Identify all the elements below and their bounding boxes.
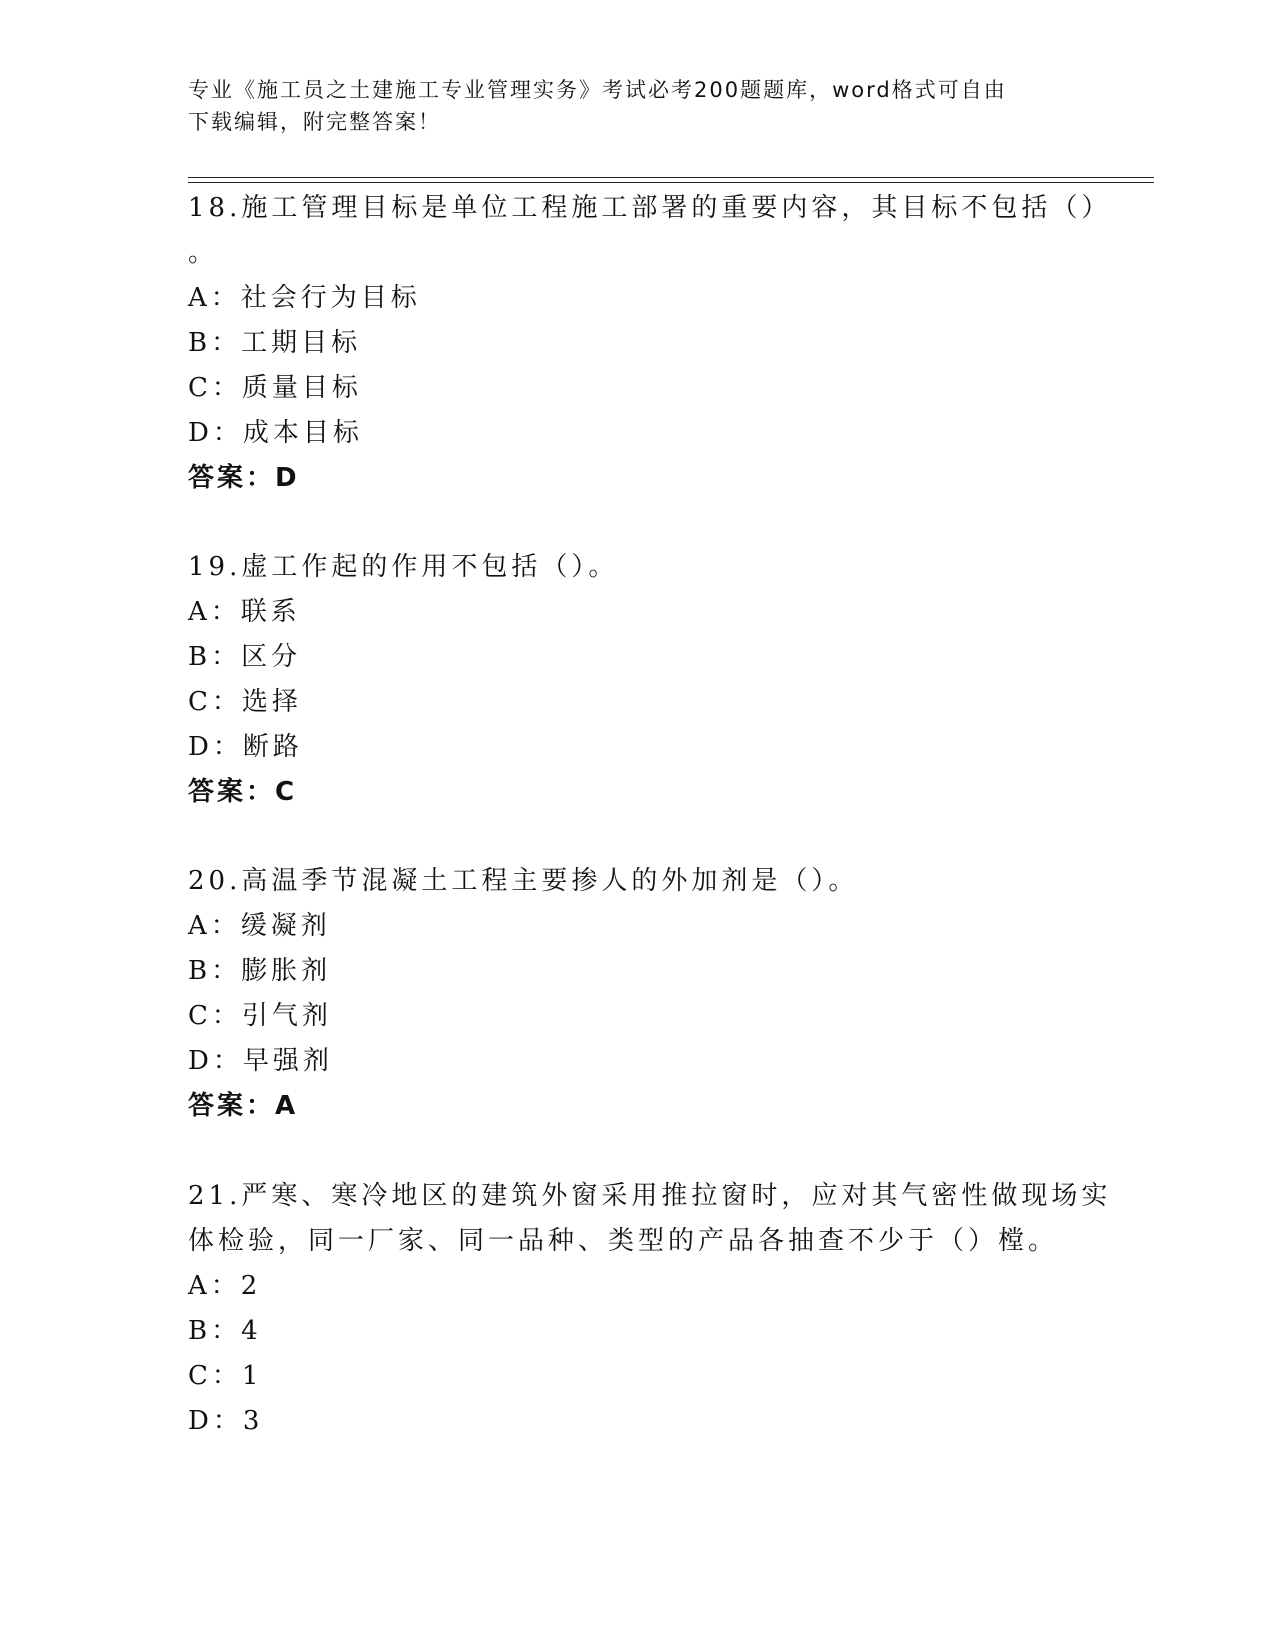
- option-a: A：缓凝剂: [188, 911, 331, 941]
- option-d: D：3: [188, 1406, 264, 1436]
- option-b: B：膨胀剂: [188, 956, 332, 986]
- option-d: D：早强剂: [188, 1046, 333, 1076]
- question-stem-line: 21.严寒、寒冷地区的建筑外窗采用推拉窗时，应对其气密性做现场实: [188, 1181, 1112, 1211]
- question-stem-line: 18.施工管理目标是单位工程施工部署的重要内容，其目标不包括（）: [188, 193, 1112, 223]
- option-a: A：联系: [188, 597, 301, 627]
- option-b: B：工期目标: [188, 328, 362, 358]
- option-b: B：区分: [188, 642, 302, 672]
- option-d: D：成本目标: [188, 418, 363, 448]
- option-c: C：1: [188, 1361, 263, 1391]
- option-a: A：2: [188, 1271, 262, 1301]
- option-c: C：选择: [188, 687, 302, 717]
- option-c: C：质量目标: [188, 373, 362, 403]
- answer-label: 答案：C: [188, 777, 298, 807]
- question-stem-line: 体检验，同一厂家、同一品种、类型的产品各抽查不少于（）樘。: [188, 1226, 1059, 1256]
- header-line-1: 专业《施工员之土建施工专业管理实务》考试必考200题题库，word格式可自由: [188, 78, 1007, 102]
- question-stem-line: 19.虚工作起的作用不包括（）。: [188, 552, 619, 582]
- document-header: [188, 74, 1088, 138]
- option-c: C：引气剂: [188, 1001, 332, 1031]
- question-stem-line: 20.高温季节混凝土工程主要掺人的外加剂是（）。: [188, 866, 859, 896]
- option-a: A：社会行为目标: [188, 283, 421, 313]
- header-line-2: 下载编辑，附完整答案！: [188, 110, 441, 134]
- header-divider-bottom: [188, 182, 1154, 183]
- option-d: D：断路: [188, 732, 303, 762]
- option-b: B：4: [188, 1316, 262, 1346]
- question-stem-line: 。: [188, 238, 219, 268]
- answer-label: 答案：A: [188, 1091, 299, 1121]
- header-divider-top: [188, 177, 1154, 178]
- answer-label: 答案：D: [188, 463, 300, 493]
